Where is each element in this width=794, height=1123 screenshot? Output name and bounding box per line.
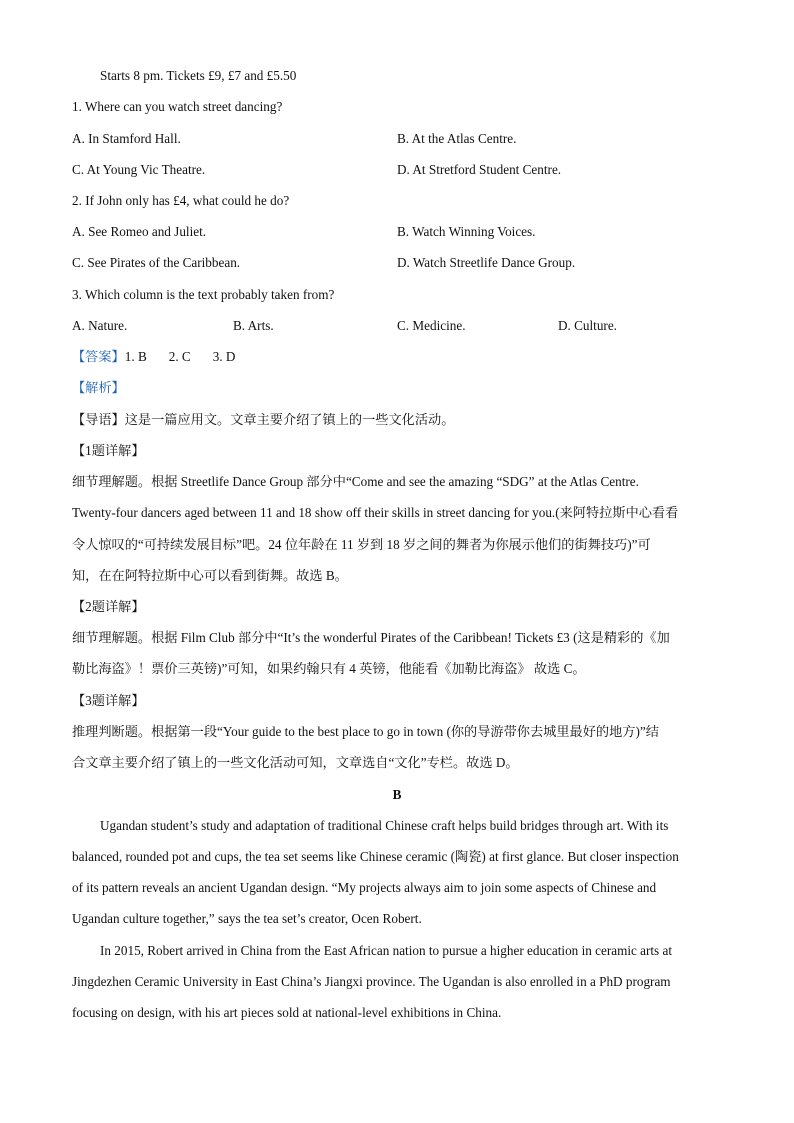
passage-line: Jingdezhen Ceramic University in East China’s Jiangxi province. The Ugandan is also enrolled in a PhD program (72, 974, 671, 989)
question-2-option-a: A. See Romeo and Juliet. (72, 224, 207, 239)
question-3-option-b: B. Arts. (233, 318, 274, 333)
passage-line: Ugandan culture together,” says the tea set’s creator, Ocen Robert. (72, 911, 422, 926)
passage-line: Ugandan student’s study and adaptation of traditional Chinese craft helps build bridges through art. With its (100, 818, 669, 833)
question-3-option-a: A. Nature. (72, 318, 128, 333)
passage-line: of its pattern reveals an ancient Ugandan design. “My projects always aim to join some aspects of Chinese and (72, 880, 657, 895)
question-3-option-d: D. Culture. (558, 318, 617, 333)
passage-line: In 2015, Robert arrived in China from the East African nation to pursue a higher education in ceramic arts at (100, 943, 673, 958)
detail-2-line: 勒比海盗》！票价三英镑)”可知，如果约翰只有 4 英镑，他能看《加勒比海盗》 故选 C。 (72, 661, 586, 676)
detail-3-label: 【3题详解】 (72, 693, 145, 708)
guide-text: 【导语】这是一篇应用文。文章主要介绍了镇上的一些文化活动。 (72, 412, 455, 427)
question-3-option-c: C. Medicine. (397, 318, 466, 333)
detail-3-line: 合文章主要介绍了镇上的一些文化活动可知，文章选自“文化”专栏。故选 D。 (72, 755, 519, 770)
detail-1-line: 令人惊叹的“可持续发展目标”吧。24 位年龄在 11 岁到 18 岁之间的舞者为你展示他们的街舞技巧)”可 (72, 537, 651, 552)
question-2-option-b: B. Watch Winning Voices. (397, 224, 536, 239)
answer-label: 【答案】 (72, 349, 125, 364)
detail-2-line: 细节理解题。根据 Film Club 部分中“It’s the wonderful Pirates of the Caribbean! Tickets £3 (这是精彩的《加 (72, 630, 670, 645)
answer-3: 3. D (212, 349, 236, 364)
intro-line: Starts 8 pm. Tickets £9, £7 and £5.50 (100, 68, 297, 83)
section-heading: B (392, 787, 402, 802)
detail-1-line: 细节理解题。根据 Streetlife Dance Group 部分中“Come and see the amazing “SDG” at the Atlas Centre. (72, 474, 639, 489)
analysis-label: 【解析】 (72, 380, 125, 395)
question-3-stem: 3. Which column is the text probably taken from? (72, 287, 335, 302)
question-1-option-c: C. At Young Vic Theatre. (72, 162, 206, 177)
detail-1-line: 知，在在阿特拉斯中心可以看到街舞。故选 B。 (72, 568, 348, 583)
question-2-option-c: C. See Pirates of the Caribbean. (72, 255, 241, 270)
question-2-option-d: D. Watch Streetlife Dance Group. (397, 255, 576, 270)
answer-1: 1. B (124, 349, 147, 364)
detail-1-label: 【1题详解】 (72, 443, 145, 458)
passage-line: balanced, rounded pot and cups, the tea set seems like Chinese ceramic (陶瓷) at first glance. But closer inspection (72, 849, 679, 864)
question-1-option-a: A. In Stamford Hall. (72, 131, 181, 146)
question-1-option-d: D. At Stretford Student Centre. (397, 162, 562, 177)
question-2-stem: 2. If John only has £4, what could he do? (72, 193, 290, 208)
detail-1-line: Twenty-four dancers aged between 11 and 18 show off their skills in street dancing for you.(来阿特拉斯中心看看 (72, 505, 679, 520)
answer-row (72, 348, 257, 366)
detail-3-line: 推理判断题。根据第一段“Your guide to the best place to go in town (你的导游带你去城里最好的地方)”结 (72, 724, 659, 739)
answer-2: 2. C (168, 349, 191, 364)
question-1-stem: 1. Where can you watch street dancing? (72, 99, 283, 114)
detail-2-label: 【2题详解】 (72, 599, 145, 614)
passage-line: focusing on design, with his art pieces sold at national-level exhibitions in China. (72, 1005, 502, 1020)
question-1-option-b: B. At the Atlas Centre. (397, 131, 517, 146)
